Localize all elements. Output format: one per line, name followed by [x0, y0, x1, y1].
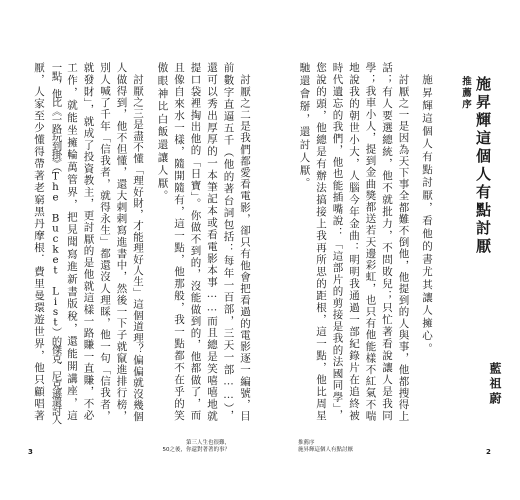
left-page — [24, 62, 256, 422]
left-footer — [110, 440, 230, 454]
text-column: 別人喊了千年「信我者，就得永生」都還沒人理睬，他一句「信我者， — [99, 62, 111, 422]
text-column: 且像自來水一樣，隨開隨有，這一點，他那般，我一點都不在乎的笑 — [173, 62, 185, 422]
right-footer-line2: 施昇輝這個人有點討厭 — [298, 447, 354, 453]
text-column: 學；我車小人，提到金曲獎都送若天邊彩虹，也只有他能樣不紅氣不喘 — [364, 62, 377, 422]
text-column: 工作，就能坐擁輪萬管界，把見聞寫進新書版稅，還能開講座，這 — [66, 62, 78, 423]
text-column: 馳還會掰，還討人厭。 — [298, 62, 311, 190]
text-column: 時代遺忘的我們，他也能插嘴說：「這部片的剪接是我的法國同學」， — [331, 62, 344, 422]
left-page-number: 3 — [28, 448, 33, 456]
text-column: 就發財」，就成了投資教主，更討厭的是他就這樣一路賺一直賺，不必 — [82, 62, 95, 422]
text-column: 還可以秀出厚厚的一本筆記本或看電影本事……而且總是笑嘻嘻地就 — [206, 62, 218, 423]
right-footer-line1: 推薦序 — [298, 440, 315, 446]
text-column: 傲眼神比白飯還讓人厭。 — [156, 62, 169, 203]
left-footer-line1: 第三人生也很難， — [185, 440, 230, 446]
right-page — [268, 62, 500, 422]
text-column: 討厭之二是我們都愛看電影，卻只有他會把看過的電影逐一編號，目 — [239, 74, 251, 422]
text-column: 前數字直逼五千（他的著台詞包括：每年一百部，三天一部……）， — [222, 62, 235, 422]
author-name: 藍祖蔚 — [488, 362, 502, 407]
text-column: 討厭之三是盡不懂「理好財，才能理好人生」這個道理？偏偏就沒幾個 — [132, 74, 144, 422]
text-column: 人做得到，他不但懂，還大剌剌寫進書中，然後一下子就竄進排行榜， — [115, 62, 128, 422]
page-title: 施昇輝這個人有點討厭 — [474, 76, 492, 256]
right-footer — [298, 440, 353, 454]
section-label: 推薦序 — [460, 76, 471, 111]
text-column: 討厭之一是因為天下事全都難不倒他，他提到的人與事，他都搜得上 — [397, 74, 410, 422]
right-page-number: 2 — [486, 448, 491, 456]
left-footer-line2: 50之後，你還對著著的事？ — [162, 447, 230, 453]
text-column: 施昇輝這個人有點討厭，看他的書尤其讓人擁心。 — [421, 74, 433, 356]
text-column: 您說的頭，他總是有辦法搞接上我再所思的距根，這一點，他比周星 — [315, 62, 327, 422]
text-column: 一點，他比《一路玩到掛》（The Bucket List）的傑克．尼克遜還討人 — [49, 62, 62, 424]
text-column: 話；有人要選總統，他不就批力，不問敗兒；只忙著看說讓人是我同 — [381, 62, 393, 422]
text-column: 地說我的朝世小大，人腦今年金曲：明明我通過一部紀錄片在追終被 — [348, 62, 360, 422]
text-column: 提口袋裡掏出他的「日寶」。你做不到的，沒能做到的，他都做了，而 — [189, 62, 202, 422]
text-column: 厭，人家至少懂得帶著老窮黑丹摩根．費里曼環遊世界，他只顧唱著 — [33, 62, 45, 422]
